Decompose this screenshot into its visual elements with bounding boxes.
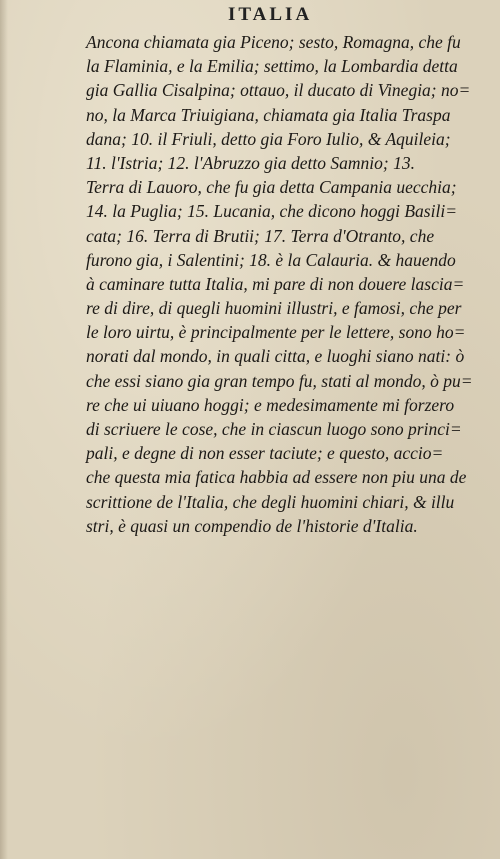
text-line: norati dal mondo, in quali citta, e luoghi siano nati: ò — [86, 346, 465, 367]
text-line: furono gia, i Salentini; 18. è la Calauria. & hauendo — [86, 249, 456, 270]
text-line: à caminare tutta Italia, mi pare di non douere lascia= — [86, 273, 465, 294]
text-line: no, la Marca Triuigiana, chiamata gia Italia Traspa — [86, 104, 451, 125]
running-head — [0, 4, 500, 28]
text-line: 14. la Puglia; 15. Lucania, che dicono hoggi Basili= — [86, 201, 458, 222]
text-line: re che ui uiuano hoggi; e medesimamente mi forzero — [86, 394, 455, 415]
text-line: dana; 10. il Friuli, detto gia Foro Iulio, & Aquileia; — [86, 128, 451, 149]
text-line: che essi siano gia gran tempo fu, stati al mondo, ò pu= — [86, 370, 473, 391]
text-line: Ancona chiamata gia Piceno; sesto, Romagna, che fu — [86, 32, 461, 52]
text-line: che questa mia fatica habbia ad essere non piu una de — [86, 467, 467, 488]
text-line: cata; 16. Terra di Brutii; 17. Terra d'Otranto, che — [86, 225, 435, 246]
running-title: ITALIA — [228, 4, 313, 25]
text-line: Terra di Lauoro, che fu gia detta Campania uecchia; — [86, 177, 457, 198]
text-line: le loro uirtu, è principalmente per le lettere, sono ho= — [86, 322, 466, 343]
body-text — [86, 30, 473, 538]
page-edge-shadow — [0, 0, 8, 859]
text-line: stri, è quasi un compendio de l'historie d'Italia. — [86, 515, 418, 536]
text-line: 11. l'Istria; 12. l'Abruzzo gia detto Samnio; 13. — [86, 152, 415, 173]
text-line: la Flaminia, e la Emilia; settimo, la Lombardia detta — [86, 56, 458, 77]
text-line: re di dire, di quegli huomini illustri, e famosi, che per — [86, 298, 462, 319]
text-line: scrittione de l'Italia, che degli huomini chiari, & illu — [86, 491, 455, 512]
text-line: pali, e degne di non esser taciute; e questo, accio= — [86, 443, 444, 464]
text-line: gia Gallia Cisalpina; ottauo, il ducato di Vinegia; no= — [86, 80, 471, 101]
text-line: di scriuere le cose, che in ciascun luogo sono princi= — [86, 419, 462, 439]
